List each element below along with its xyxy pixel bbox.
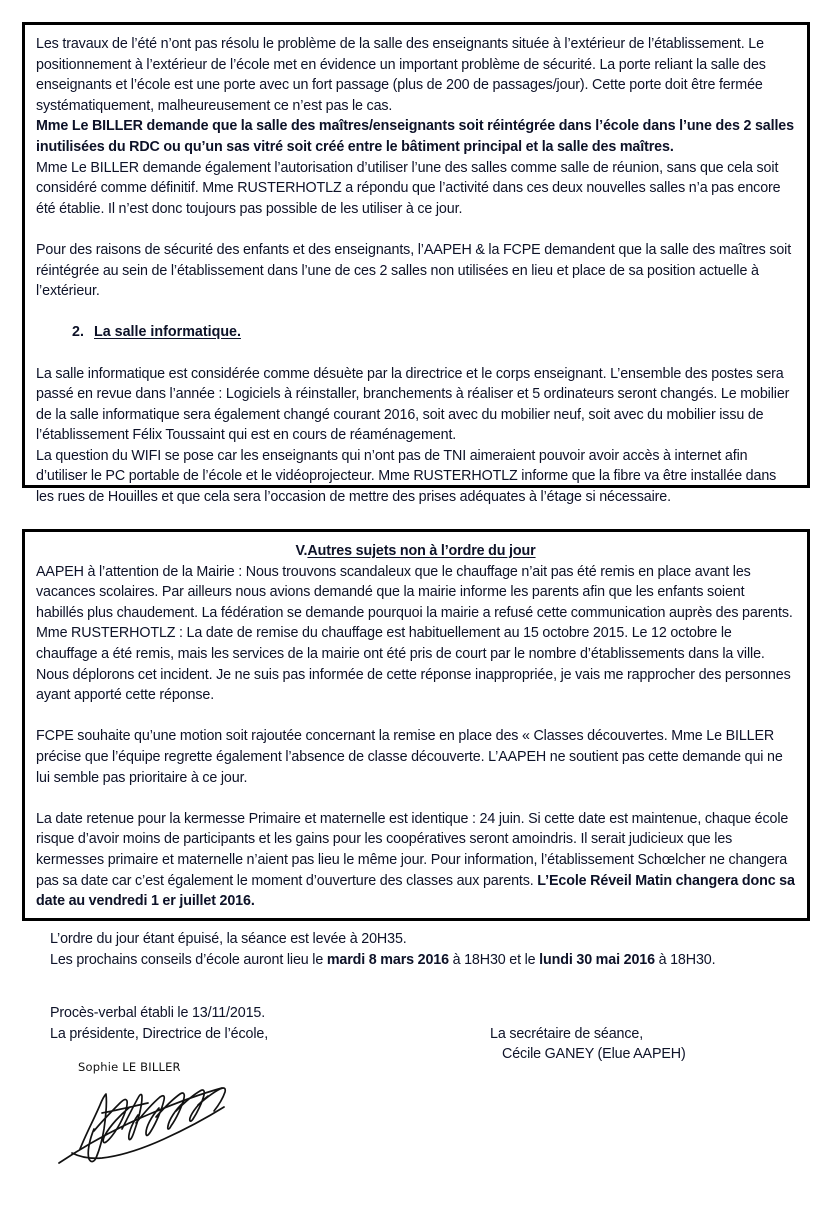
framed-section-autres-sujets [22, 529, 810, 921]
paragraph-demande-reintegration: Mme Le BILLER demande que la salle des maîtres/enseignants soit réintégrée dans l’école dans l’une des 2 salles inutilisées du RDC ou qu’un sas vitré soit créé entre le bâtiment principal et la salle des maîtres. [36, 118, 794, 155]
next-councils-prefix: Les prochains conseils d’école auront lieu le [50, 952, 327, 968]
signatory-role-president: La présidente, Directrice de l’école, [50, 1025, 269, 1042]
paragraph-travaux-ete: Les travaux de l’été n’ont pas résolu le problème de la salle des enseignants située à l’extérieur de l’établissement. Le positionnement à l’extérieur de l’école met en évidence un important problème de sécurité. La porte reliant la salle des enseignants et l’école est une porte avec un fort passage (plus de 200 de passages/jour). Cette porte doit être fermée systématiquement, malheureusement ce n’est pas le cas. [36, 36, 766, 114]
paragraph-aapeh-mairie-chauffage: AAPEH à l’attention de la Mairie : Nous trouvons scandaleux que le chauffage n’ait pas été remis en place avant les vacances scolaires. Par ailleurs nous avions demandé que la mairie informe les parents afin que les enfants soient habillés plus chaudement. La fédération se demande pourquoi la mairie a refusé cette communication auprès des parents. [36, 563, 793, 621]
signatory-name-secretary: Cécile GANEY (Elue AAPEH) [502, 1046, 686, 1063]
next-council-date-1: mardi 8 mars 2016 [326, 952, 449, 968]
signatory-role-secretary: La secrétaire de séance, [490, 1025, 644, 1042]
paragraph-kermesse-dates [36, 809, 795, 912]
signature-right-column [490, 1024, 810, 1065]
paragraph-rusterhotlz-chauffage: Mme RUSTERHOTLZ : La date de remise du chauffage est habituellement au 15 octobre 2015. Le 12 octobre le chauffage a été remis, mais les services de la mairie ont été pris de court par le nombre d’établissements dans la ville. Nous déplorons cet incident. Je ne suis pas informée de cette réponse inappropriée, je vais me rapprocher des personnes ayant apporté cette réponse. [36, 625, 791, 704]
next-councils-middle: à 18H30 et le [448, 952, 540, 968]
kermesse-text: La date retenue pour la kermesse Primaire et maternelle est identique : 24 juin. Si cette date est maintenue, chaque école risque d’avoir moins de participants et les gains pour les coopératives seront amoindris. Il serait judicieux que les kermesses primaire et maternelle n’aient pas lieu le même jour. Pour information, l’établissement Schœlcher ne changera pas sa date car c’est également le moment d’ouverture des classes aux parents. [36, 810, 789, 889]
signature-left-column [50, 1024, 490, 1045]
closing-section [50, 929, 810, 971]
list-item-salle-informatique [36, 322, 795, 343]
paragraph-fcpe-classes-decouvertes: FCPE souhaite qu’une motion soit rajoutée concernant la remise en place des « Classes découvertes. Mme Le BILLER précise que l’équipe regrette également l’absence de classe découverte. L’AAPEH ne soutient pas cette demande qui ne lui semble pas prioritaire à ce jour. [36, 728, 783, 786]
minutes-date-line: Procès-verbal établi le 13/11/2015. [50, 1005, 266, 1021]
closing-line-seance-levee: L’ordre du jour étant épuisé, la séance est levée à 20H35. [50, 931, 407, 947]
list-item-title: La salle informatique. [94, 324, 241, 341]
closing-line-prochains-conseils [50, 950, 810, 971]
paragraph-wifi-fibre: La question du WIFI se pose car les enseignants qui n’ont pas de TNI aimeraient pouvoir avoir accès à internet afin d’utiliser le PC portable de l’école et le vidéoprojecteur. Mme RUSTERHOTLZ informe que la fibre va être installée dans les rues de Houilles et que cela sera l’occasion de mettre des prises adéquates à l’étage si nécessaire. [36, 447, 777, 506]
heading-numeral: V. [295, 543, 308, 559]
paragraph-spacer [36, 788, 795, 809]
paragraph-spacer [36, 706, 795, 727]
paragraph-spacer [36, 302, 795, 323]
paragraph-spacer [36, 219, 795, 240]
framed-section-salle-enseignants [22, 22, 810, 506]
next-councils-suffix: à 18H30. [654, 952, 716, 968]
heading-text: Autres sujets non à l’ordre du jour [307, 543, 536, 559]
section-heading-autres-sujets [36, 541, 795, 562]
handwritten-signature-icon [56, 1079, 266, 1167]
signature-roles-row [50, 1024, 810, 1065]
paragraph-salle-informatique-etat: La salle informatique est considérée comme désuète par la directrice et le corps enseignant. L’ensemble des postes sera passé en revue dans l’année : Logiciels à réinstaller, branchements à réaliser et 5 ordinateurs seront changés. Le mobilier de la salle informatique sera également changé courant 2016, soit avec du mobilier neuf, soit avec du mobilier issu de l’établissement Félix Toussaint qui est en cours de réaménagement. [36, 365, 790, 444]
signature-section [50, 1003, 810, 1065]
next-council-date-2: lundi 30 mai 2016 [539, 952, 655, 968]
paragraph-securite-aapeh-fcpe: Pour des raisons de sécurité des enfants et des enseignants, l’AAPEH & la FCPE demandent que la salle des maîtres soit réintégrée au sein de l’établissement dans l’une de ces 2 salles non utilisées en lieu et place de sa position actuelle à l’extérieur. [36, 241, 792, 300]
paragraph-spacer [36, 343, 795, 364]
signatory-name-president: Sophie LE BILLER [78, 1060, 181, 1074]
kermesse-date-bold: L’Ecole Réveil Matin changera donc sa date au vendredi 1 er juillet 2016. [36, 872, 795, 910]
list-item-number: 2. [72, 324, 84, 341]
paragraph-salle-reunion: Mme Le BILLER demande également l’autorisation d’utiliser l’une des salles comme salle de réunion, sans que cela soit considéré comme définitif. Mme RUSTERHOTLZ a répondu que l’activité dans ces deux nouvelles salles n’a pas encore été établie. Il n’est donc toujours pas possible de les utiliser à ce jour. [36, 159, 781, 217]
